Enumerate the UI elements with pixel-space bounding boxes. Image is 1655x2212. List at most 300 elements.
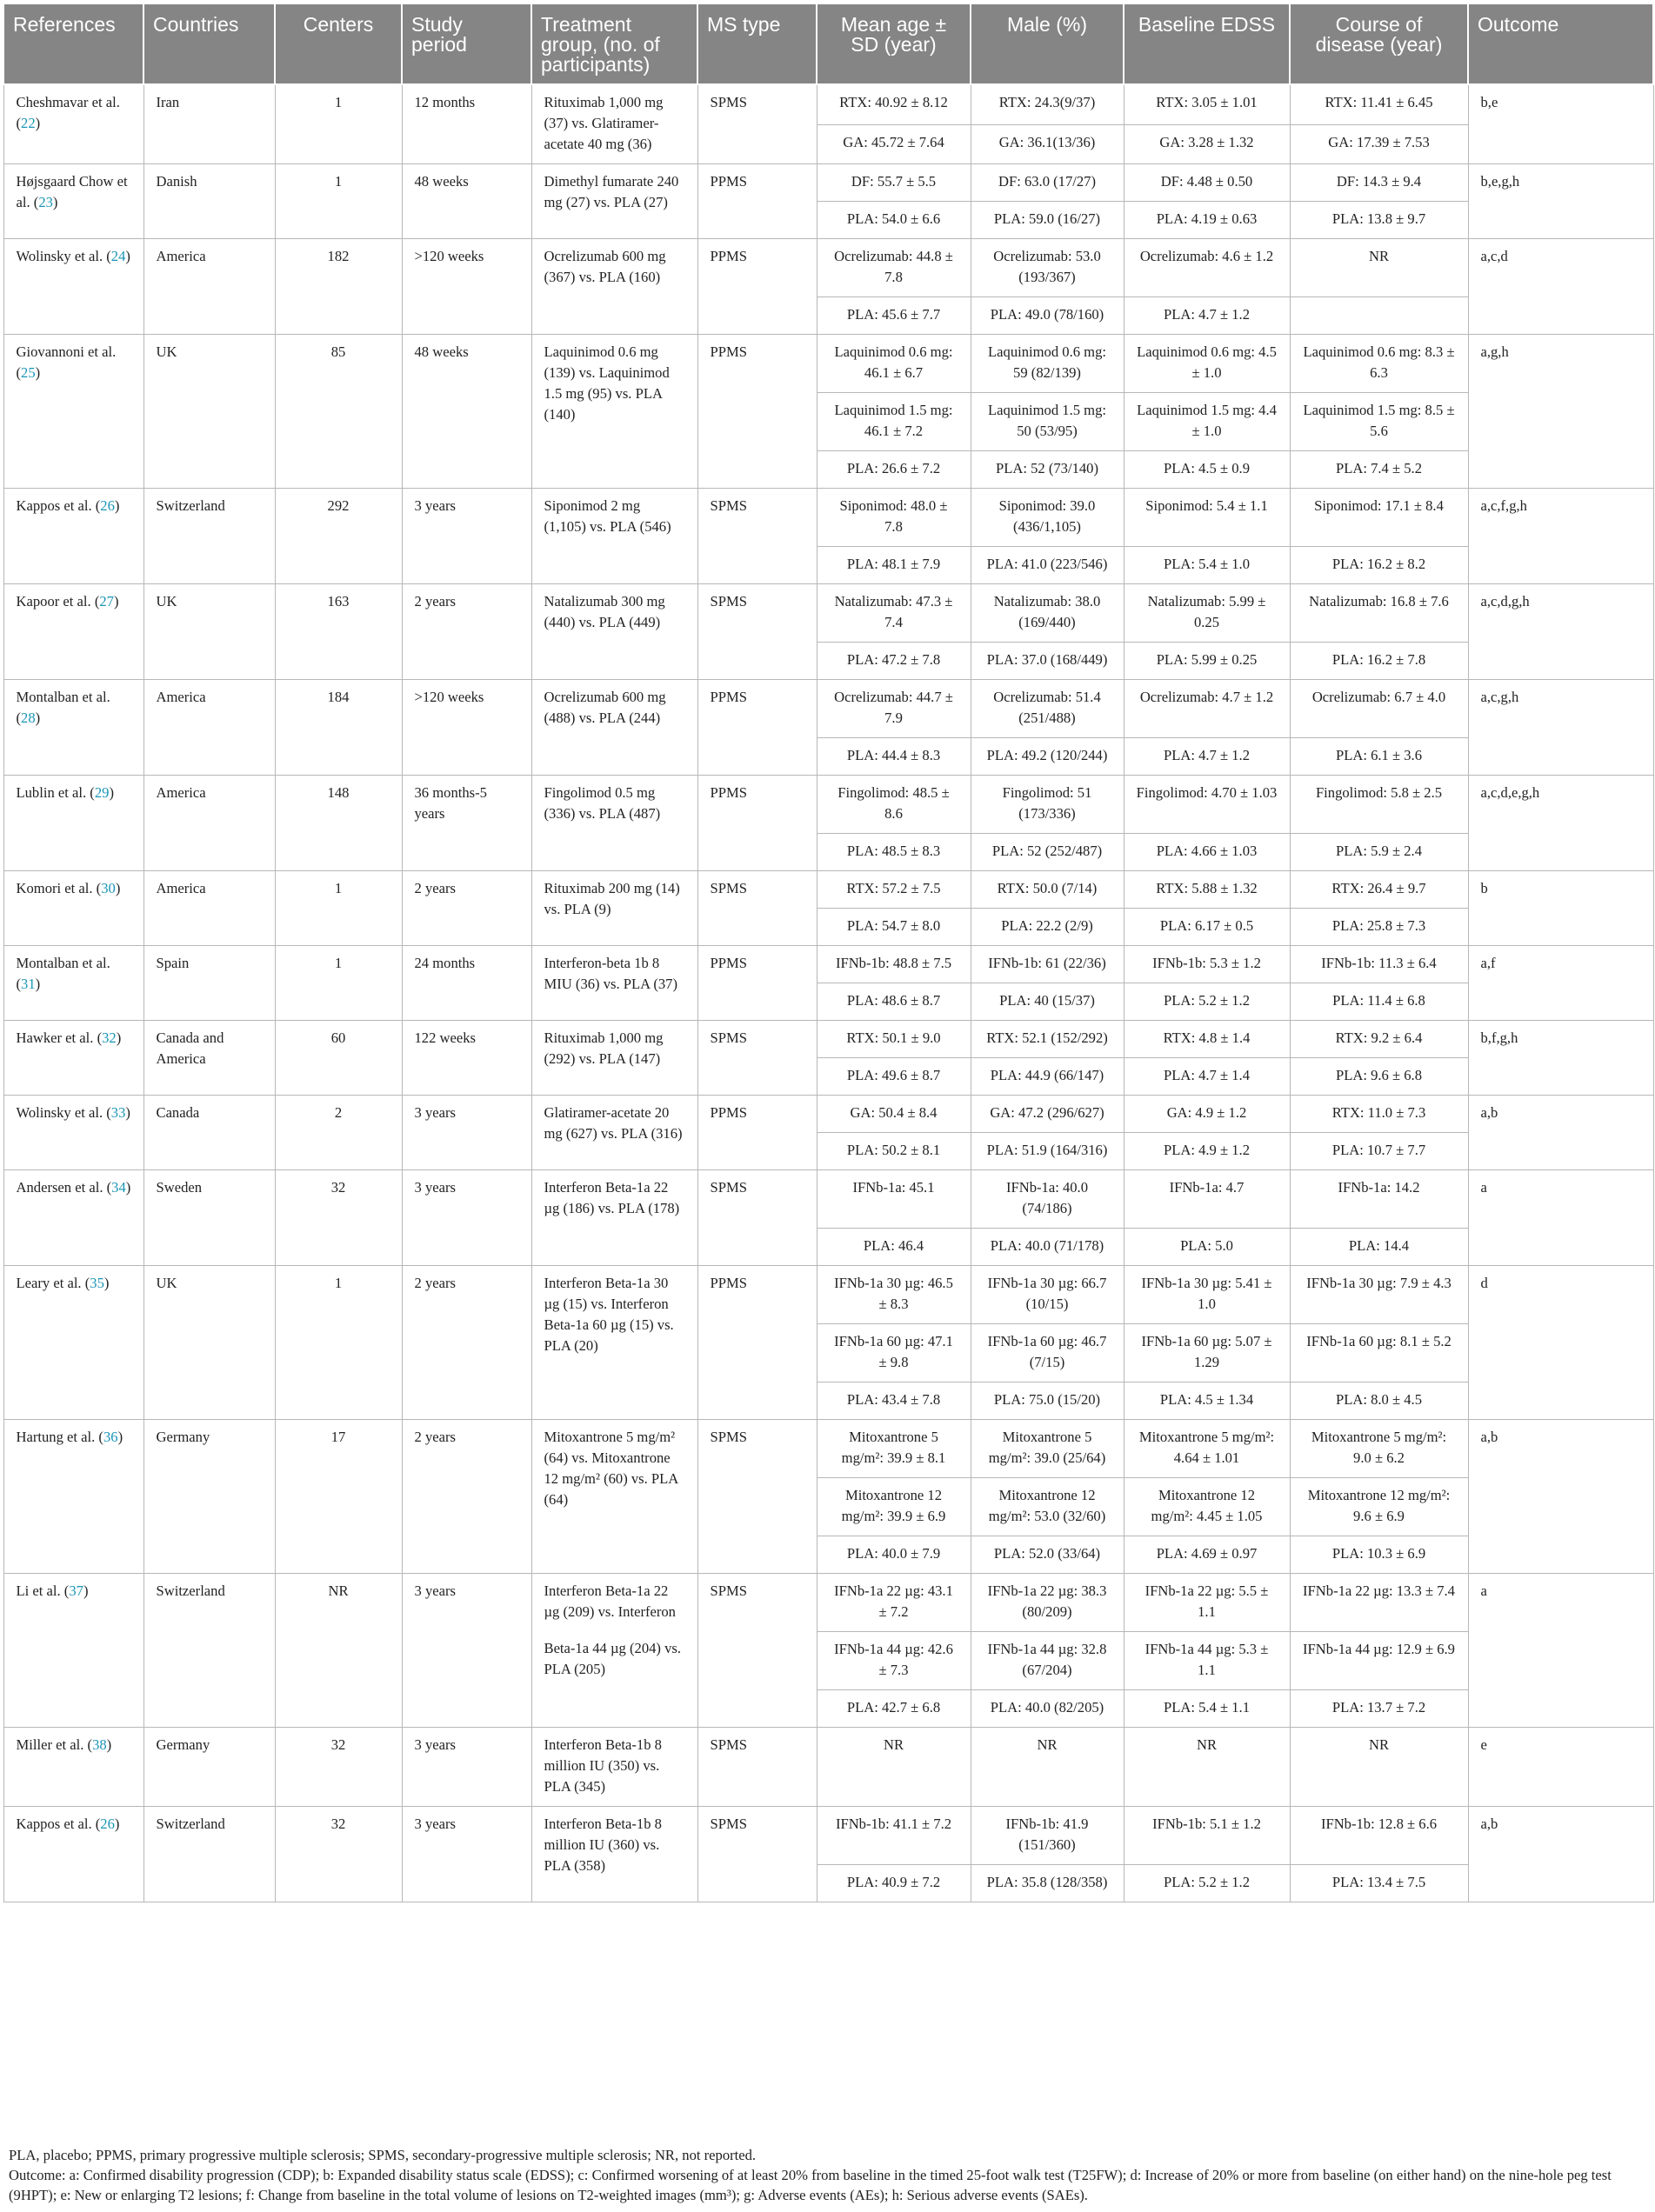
cell-mean-age: Mitoxantrone 5 mg/m²: 39.9 ± 8.1 [817,1420,971,1478]
cell-reference: Kappos et al. (26) [3,1807,143,1902]
cell-outcome: a,f [1468,946,1653,1021]
cell-baseline-edss: IFNb-1a: 4.7 [1124,1170,1290,1229]
cell-study-period: >120 weeks [402,680,531,776]
cell-male-pct: IFNb-1a 22 µg: 38.3 (80/209) [971,1574,1124,1632]
col-header-countries: Countries [143,3,275,84]
cell-centers: 1 [275,84,402,164]
cell-ms-type: PPMS [697,335,817,489]
cell-baseline-edss: PLA: 4.66 ± 1.03 [1124,834,1290,871]
cell-study-period: 48 weeks [402,335,531,489]
cell-mean-age: GA: 45.72 ± 7.64 [817,124,971,164]
table-row [3,1574,1653,1632]
cell-course-of-disease: NR [1290,239,1468,297]
cell-treatment-group [531,1096,697,1170]
cell-male-pct: NR [971,1728,1124,1807]
cell-study-period: 3 years [402,489,531,584]
reference-author: Leary et al. [16,1275,82,1291]
cell-mean-age: PLA: 26.6 ± 7.2 [817,451,971,489]
cell-course-of-disease: Natalizumab: 16.8 ± 7.6 [1290,584,1468,643]
cell-reference: Hawker et al. (32) [3,1021,143,1096]
reference-link[interactable]: 31 [21,976,36,992]
cell-outcome: a,b [1468,1096,1653,1170]
cell-country: Switzerland [143,489,275,584]
cell-centers: 32 [275,1170,402,1266]
cell-course-of-disease: PLA: 14.4 [1290,1229,1468,1266]
reference-author: Kappos et al. [16,497,92,514]
cell-baseline-edss: PLA: 6.17 ± 0.5 [1124,909,1290,946]
cell-mean-age: IFNb-1a 22 µg: 43.1 ± 7.2 [817,1574,971,1632]
cell-baseline-edss: PLA: 4.19 ± 0.63 [1124,202,1290,239]
cell-mean-age: RTX: 57.2 ± 7.5 [817,871,971,909]
cell-course-of-disease: PLA: 10.7 ± 7.7 [1290,1133,1468,1170]
cell-male-pct: PLA: 52 (73/140) [971,451,1124,489]
cell-treatment-group [531,776,697,871]
cell-male-pct: PLA: 40.0 (82/205) [971,1690,1124,1728]
cell-centers: 85 [275,335,402,489]
reference-author: Miller et al. [16,1736,84,1753]
cell-reference: Li et al. (37) [3,1574,143,1728]
cell-outcome: a,c,d [1468,239,1653,335]
cell-outcome: a,c,g,h [1468,680,1653,776]
cell-mean-age: Laquinimod 0.6 mg: 46.1 ± 6.7 [817,335,971,393]
col-header-mean-age: Mean age ± SD (year) [817,3,971,84]
cell-male-pct: Ocrelizumab: 53.0 (193/367) [971,239,1124,297]
cell-course-of-disease: Mitoxantrone 5 mg/m²: 9.0 ± 6.2 [1290,1420,1468,1478]
cell-mean-age: PLA: 54.7 ± 8.0 [817,909,971,946]
cell-country: Canada and America [143,1021,275,1096]
cell-treatment-group [531,946,697,1021]
cell-outcome: d [1468,1266,1653,1420]
reference-link[interactable]: 22 [21,115,36,131]
cell-baseline-edss: RTX: 5.88 ± 1.32 [1124,871,1290,909]
reference-author: Li et al. [16,1582,61,1599]
cell-baseline-edss: Mitoxantrone 5 mg/m²: 4.64 ± 1.01 [1124,1420,1290,1478]
cell-ms-type: SPMS [697,1420,817,1574]
treatment-text: Rituximab 1,000 mg (292) vs. PLA (147) [544,1029,664,1067]
cell-country: UK [143,584,275,680]
cell-male-pct: PLA: 35.8 (128/358) [971,1865,1124,1902]
reference-link[interactable]: 23 [38,194,53,210]
cell-ms-type: PPMS [697,1266,817,1420]
cell-course-of-disease: IFNb-1a 60 µg: 8.1 ± 5.2 [1290,1324,1468,1382]
cell-study-period: >120 weeks [402,239,531,335]
col-header-centers: Centers [275,3,402,84]
cell-course-of-disease: Mitoxantrone 12 mg/m²: 9.6 ± 6.9 [1290,1478,1468,1536]
cell-ms-type: SPMS [697,1728,817,1807]
reference-author: Lublin et al. [16,784,87,801]
cell-baseline-edss: PLA: 4.7 ± 1.2 [1124,297,1290,335]
cell-male-pct: PLA: 51.9 (164/316) [971,1133,1124,1170]
cell-male-pct: PLA: 40.0 (71/178) [971,1229,1124,1266]
cell-course-of-disease: DF: 14.3 ± 9.4 [1290,164,1468,202]
cell-male-pct: IFNb-1a: 40.0 (74/186) [971,1170,1124,1229]
cell-country: Canada [143,1096,275,1170]
cell-country: Switzerland [143,1574,275,1728]
cell-centers: 60 [275,1021,402,1096]
cell-male-pct: PLA: 52 (252/487) [971,834,1124,871]
cell-study-period: 12 months [402,84,531,164]
cell-baseline-edss: PLA: 4.9 ± 1.2 [1124,1133,1290,1170]
cell-male-pct: DF: 63.0 (17/27) [971,164,1124,202]
cell-mean-age: IFNb-1a 60 µg: 47.1 ± 9.8 [817,1324,971,1382]
cell-mean-age: PLA: 40.9 ± 7.2 [817,1865,971,1902]
col-header-treatment-group: Treatment group, (no. of participants) [531,3,697,84]
treatment-text: Mitoxantrone 5 mg/m² (64) vs. Mitoxantrone 12 mg/m² (60) vs. PLA (64) [544,1429,678,1508]
cell-male-pct: IFNb-1a 60 µg: 46.7 (7/15) [971,1324,1124,1382]
cell-course-of-disease: PLA: 13.7 ± 7.2 [1290,1690,1468,1728]
cell-centers: 17 [275,1420,402,1574]
cell-baseline-edss: Laquinimod 1.5 mg: 4.4 ± 1.0 [1124,393,1290,451]
cell-reference: Cheshmavar et al. (22) [3,84,143,164]
cell-reference: Montalban et al. (28) [3,680,143,776]
cell-ms-type: SPMS [697,84,817,164]
cell-country: America [143,871,275,946]
cell-country: Iran [143,84,275,164]
cell-reference: Højsgaard Chow et al. (23) [3,164,143,239]
cell-centers: 292 [275,489,402,584]
cell-baseline-edss: Siponimod: 5.4 ± 1.1 [1124,489,1290,547]
cell-centers: 32 [275,1807,402,1902]
cell-outcome: a,c,f,g,h [1468,489,1653,584]
cell-study-period: 2 years [402,871,531,946]
reference-author: Komori et al. [16,880,93,896]
cell-baseline-edss: PLA: 5.2 ± 1.2 [1124,1865,1290,1902]
reference-link[interactable]: 33 [110,1104,126,1121]
reference-link[interactable]: 35 [90,1275,104,1291]
cell-baseline-edss: GA: 3.28 ± 1.32 [1124,124,1290,164]
cell-course-of-disease [1290,297,1468,335]
cell-baseline-edss: IFNb-1a 22 µg: 5.5 ± 1.1 [1124,1574,1290,1632]
cell-baseline-edss: PLA: 5.4 ± 1.0 [1124,547,1290,584]
cell-course-of-disease: RTX: 11.0 ± 7.3 [1290,1096,1468,1133]
cell-centers: 1 [275,1266,402,1420]
cell-baseline-edss: IFNb-1b: 5.1 ± 1.2 [1124,1807,1290,1865]
table-footnotes [9,2145,1648,2205]
reference-link[interactable]: 38 [92,1736,107,1753]
cell-baseline-edss: RTX: 4.8 ± 1.4 [1124,1021,1290,1058]
cell-course-of-disease: IFNb-1a 22 µg: 13.3 ± 7.4 [1290,1574,1468,1632]
cell-centers: 163 [275,584,402,680]
footnote-abbreviations: PLA, placebo; PPMS, primary progressive multiple sclerosis; SPMS, secondary-progressive multiple sclerosis; NR, not reported. [9,2147,757,2163]
cell-centers: 184 [275,680,402,776]
cell-course-of-disease: NR [1290,1728,1468,1807]
cell-baseline-edss: Fingolimod: 4.70 ± 1.03 [1124,776,1290,834]
reference-author: Hawker et al. [16,1029,94,1046]
cell-centers: 1 [275,871,402,946]
cell-course-of-disease: RTX: 11.41 ± 6.45 [1290,84,1468,124]
cell-reference: Komori et al. (30) [3,871,143,946]
col-header-course-of-disease: Course of disease (year) [1290,3,1468,84]
reference-link[interactable]: 32 [102,1029,117,1046]
cell-male-pct: PLA: 75.0 (15/20) [971,1382,1124,1420]
table-row [3,1420,1653,1478]
cell-course-of-disease: PLA: 5.9 ± 2.4 [1290,834,1468,871]
reference-link[interactable]: 34 [111,1179,126,1196]
cell-course-of-disease: IFNb-1a 30 µg: 7.9 ± 4.3 [1290,1266,1468,1324]
cell-mean-age: PLA: 46.4 [817,1229,971,1266]
cell-centers: 1 [275,164,402,239]
cell-male-pct: IFNb-1a 30 µg: 66.7 (10/15) [971,1266,1124,1324]
cell-study-period: 24 months [402,946,531,1021]
cell-reference: Giovannoni et al. (25) [3,335,143,489]
cell-country: Sweden [143,1170,275,1266]
cell-male-pct: RTX: 50.0 (7/14) [971,871,1124,909]
cell-course-of-disease: RTX: 9.2 ± 6.4 [1290,1021,1468,1058]
cell-course-of-disease: PLA: 16.2 ± 7.8 [1290,643,1468,680]
cell-reference: Miller et al. (38) [3,1728,143,1807]
reference-author: Kappos et al. [16,1816,92,1832]
cell-centers: 148 [275,776,402,871]
table-row [3,84,1653,124]
cell-ms-type: SPMS [697,1574,817,1728]
table-row [3,1021,1653,1058]
cell-course-of-disease: GA: 17.39 ± 7.53 [1290,124,1468,164]
cell-male-pct: GA: 36.1(13/36) [971,124,1124,164]
cell-mean-age: PLA: 54.0 ± 6.6 [817,202,971,239]
cell-mean-age: Ocrelizumab: 44.8 ± 7.8 [817,239,971,297]
cell-centers: 182 [275,239,402,335]
cell-course-of-disease: PLA: 13.4 ± 7.5 [1290,1865,1468,1902]
table-body [3,84,1653,1902]
treatment-text: Natalizumab 300 mg (440) vs. PLA (449) [544,593,665,630]
reference-author: Cheshmavar et al. [16,94,120,110]
cell-treatment-group [531,164,697,239]
cell-ms-type: SPMS [697,584,817,680]
treatment-text: Ocrelizumab 600 mg (367) vs. PLA (160) [544,248,666,285]
cell-study-period: 36 months-5 years [402,776,531,871]
cell-baseline-edss: Natalizumab: 5.99 ± 0.25 [1124,584,1290,643]
table-row [3,584,1653,643]
cell-mean-age: RTX: 50.1 ± 9.0 [817,1021,971,1058]
cell-country: Danish [143,164,275,239]
reference-link[interactable]: 25 [21,364,36,381]
cell-course-of-disease: IFNb-1a 44 µg: 12.9 ± 6.9 [1290,1632,1468,1690]
cell-mean-age: PLA: 43.4 ± 7.8 [817,1382,971,1420]
cell-outcome: a,b [1468,1420,1653,1574]
cell-baseline-edss: PLA: 4.7 ± 1.4 [1124,1058,1290,1096]
reference-author: Højsgaard Chow et al. [16,173,128,210]
cell-study-period: 48 weeks [402,164,531,239]
cell-course-of-disease: RTX: 26.4 ± 9.7 [1290,871,1468,909]
cell-baseline-edss: DF: 4.48 ± 0.50 [1124,164,1290,202]
cell-ms-type: SPMS [697,1170,817,1266]
treatment-text: Glatiramer-acetate 20 mg (627) vs. PLA (316) [544,1104,683,1142]
cell-treatment-group [531,84,697,164]
reference-link[interactable]: 30 [101,880,116,896]
cell-study-period: 3 years [402,1170,531,1266]
cell-country: Switzerland [143,1807,275,1902]
cell-mean-age: PLA: 45.6 ± 7.7 [817,297,971,335]
cell-treatment-group [531,584,697,680]
cell-baseline-edss: IFNb-1b: 5.3 ± 1.2 [1124,946,1290,983]
col-header-male-pct: Male (%) [971,3,1124,84]
cell-course-of-disease: PLA: 9.6 ± 6.8 [1290,1058,1468,1096]
reference-link[interactable]: 29 [94,784,110,801]
cell-study-period: 3 years [402,1807,531,1902]
cell-study-period: 2 years [402,584,531,680]
cell-baseline-edss: PLA: 5.2 ± 1.2 [1124,983,1290,1021]
cell-male-pct: PLA: 44.9 (66/147) [971,1058,1124,1096]
cell-reference: Lublin et al. (29) [3,776,143,871]
cell-outcome: b,e [1468,84,1653,164]
cell-country: Germany [143,1728,275,1807]
cell-baseline-edss: Mitoxantrone 12 mg/m²: 4.45 ± 1.05 [1124,1478,1290,1536]
cell-male-pct: Laquinimod 1.5 mg: 50 (53/95) [971,393,1124,451]
cell-baseline-edss: Ocrelizumab: 4.7 ± 1.2 [1124,680,1290,738]
table-row [3,1728,1653,1807]
cell-reference: Kapoor et al. (27) [3,584,143,680]
cell-ms-type: PPMS [697,776,817,871]
cell-ms-type: PPMS [697,680,817,776]
treatment-text: Interferon-beta 1b 8 MIU (36) vs. PLA (37) [544,955,677,992]
cell-outcome: a,c,d,e,g,h [1468,776,1653,871]
cell-male-pct: Laquinimod 0.6 mg: 59 (82/139) [971,335,1124,393]
cell-baseline-edss: PLA: 4.5 ± 0.9 [1124,451,1290,489]
cell-course-of-disease: Ocrelizumab: 6.7 ± 4.0 [1290,680,1468,738]
cell-study-period: 3 years [402,1574,531,1728]
cell-mean-age: PLA: 48.1 ± 7.9 [817,547,971,584]
cell-male-pct: PLA: 22.2 (2/9) [971,909,1124,946]
cell-outcome: a,c,d,g,h [1468,584,1653,680]
reference-link[interactable]: 26 [100,497,115,514]
cell-course-of-disease: Siponimod: 17.1 ± 8.4 [1290,489,1468,547]
reference-author: Hartung et al. [16,1429,96,1445]
cell-male-pct: Fingolimod: 51 (173/336) [971,776,1124,834]
cell-ms-type: PPMS [697,164,817,239]
cell-reference: Montalban et al. (31) [3,946,143,1021]
reference-author: Kapoor et al. [16,593,91,610]
cell-mean-age: PLA: 40.0 ± 7.9 [817,1536,971,1574]
reference-link[interactable]: 27 [99,593,114,610]
cell-treatment-group [531,1420,697,1574]
reference-author: Giovannoni et al. [16,343,117,360]
cell-male-pct: GA: 47.2 (296/627) [971,1096,1124,1133]
reference-link[interactable]: 26 [100,1816,115,1832]
cell-treatment-group [531,1266,697,1420]
cell-ms-type: PPMS [697,1096,817,1170]
cell-study-period: 2 years [402,1420,531,1574]
cell-course-of-disease: PLA: 8.0 ± 4.5 [1290,1382,1468,1420]
col-header-references: References [3,3,143,84]
cell-male-pct: PLA: 40 (15/37) [971,983,1124,1021]
treatment-text: Interferon Beta-1b 8 million IU (360) vs. PLA (358) [544,1816,662,1874]
cell-mean-age: Siponimod: 48.0 ± 7.8 [817,489,971,547]
cell-ms-type: SPMS [697,871,817,946]
cell-male-pct: IFNb-1a 44 µg: 32.8 (67/204) [971,1632,1124,1690]
reference-link[interactable]: 24 [110,248,126,264]
cell-mean-age: IFNb-1a: 45.1 [817,1170,971,1229]
table-row [3,1266,1653,1324]
cell-mean-age: Natalizumab: 47.3 ± 7.4 [817,584,971,643]
reference-link[interactable]: 37 [69,1582,83,1599]
cell-male-pct: Mitoxantrone 5 mg/m²: 39.0 (25/64) [971,1420,1124,1478]
treatment-text: Fingolimod 0.5 mg (336) vs. PLA (487) [544,784,661,822]
cell-treatment-group [531,1574,697,1728]
treatment-text: Interferon Beta-1a 22 µg (186) vs. PLA (178) [544,1179,680,1216]
cell-male-pct: PLA: 37.0 (168/449) [971,643,1124,680]
cell-country: UK [143,1266,275,1420]
reference-author: Montalban et al. [16,689,110,705]
cell-treatment-group [531,1807,697,1902]
col-header-outcome: Outcome [1468,3,1653,84]
cell-course-of-disease: Laquinimod 0.6 mg: 8.3 ± 6.3 [1290,335,1468,393]
cell-country: Germany [143,1420,275,1574]
cell-mean-age: IFNb-1a 44 µg: 42.6 ± 7.3 [817,1632,971,1690]
treatment-text: Interferon Beta-1a 22 µg (209) vs. Interferon [544,1582,676,1620]
cell-baseline-edss: IFNb-1a 60 µg: 5.07 ± 1.29 [1124,1324,1290,1382]
cell-male-pct: PLA: 41.0 (223/546) [971,547,1124,584]
cell-baseline-edss: NR [1124,1728,1290,1807]
reference-link[interactable]: 28 [21,710,36,726]
cell-outcome: b [1468,871,1653,946]
cell-outcome: a [1468,1170,1653,1266]
cell-treatment-group [531,239,697,335]
table-row [3,239,1653,297]
cell-reference: Wolinsky et al. (24) [3,239,143,335]
table-row [3,164,1653,202]
cell-outcome: b,f,g,h [1468,1021,1653,1096]
cell-treatment-group [531,489,697,584]
cell-centers: 2 [275,1096,402,1170]
cell-course-of-disease: PLA: 25.8 ± 7.3 [1290,909,1468,946]
cell-reference: Andersen et al. (34) [3,1170,143,1266]
cell-male-pct: Natalizumab: 38.0 (169/440) [971,584,1124,643]
reference-author: Andersen et al. [16,1179,103,1196]
cell-study-period: 2 years [402,1266,531,1420]
cell-mean-age: PLA: 48.6 ± 8.7 [817,983,971,1021]
footnote-outcomes: Outcome: a: Confirmed disability progression (CDP); b: Expanded disability status scale (EDSS); c: Confirmed worsening of at least 20% from baseline in the timed 25-foot walk test (T25FW); d: Increase of 20% or more from baseline (on either hand) on the nine-hole peg test (9HPT); e: New or enlarging T2 lesions; f: Change from baseline in the total volume of lesions on T2-weighted images (mm³); g: Adverse events (AEs); h: Serious adverse events (SAEs). [9,2167,1612,2203]
table-row [3,335,1653,393]
cell-mean-age: Laquinimod 1.5 mg: 46.1 ± 7.2 [817,393,971,451]
cell-baseline-edss: PLA: 4.5 ± 1.34 [1124,1382,1290,1420]
cell-mean-age: IFNb-1b: 48.8 ± 7.5 [817,946,971,983]
cell-ms-type: SPMS [697,489,817,584]
cell-treatment-group [531,335,697,489]
cell-mean-age: Fingolimod: 48.5 ± 8.6 [817,776,971,834]
cell-outcome: a [1468,1574,1653,1728]
cell-country: Spain [143,946,275,1021]
reference-link[interactable]: 36 [103,1429,118,1445]
treatment-text: Interferon Beta-1b 8 million IU (350) vs. PLA (345) [544,1736,662,1795]
cell-mean-age: PLA: 50.2 ± 8.1 [817,1133,971,1170]
treatment-text-cont: Beta-1a 44 µg (204) vs. PLA (205) [544,1640,681,1677]
treatment-text: Laquinimod 0.6 mg (139) vs. Laquinimod 1.5 mg (95) vs. PLA (140) [544,343,670,423]
cell-mean-age: PLA: 49.6 ± 8.7 [817,1058,971,1096]
cell-course-of-disease: Fingolimod: 5.8 ± 2.5 [1290,776,1468,834]
cell-treatment-group [531,680,697,776]
cell-ms-type: SPMS [697,1021,817,1096]
cell-male-pct: Mitoxantrone 12 mg/m²: 53.0 (32/60) [971,1478,1124,1536]
cell-course-of-disease: PLA: 10.3 ± 6.9 [1290,1536,1468,1574]
table-row [3,1096,1653,1133]
cell-baseline-edss: GA: 4.9 ± 1.2 [1124,1096,1290,1133]
cell-country: America [143,680,275,776]
cell-mean-age: PLA: 42.7 ± 6.8 [817,1690,971,1728]
table-row [3,776,1653,834]
table-row [3,871,1653,909]
cell-male-pct: RTX: 24.3(9/37) [971,84,1124,124]
header-row [3,3,1653,84]
study-characteristics-table [3,3,1654,1902]
treatment-text: Interferon Beta-1a 30 µg (15) vs. Interferon Beta-1a 60 µg (15) vs. PLA (20) [544,1275,674,1354]
cell-male-pct: Siponimod: 39.0 (436/1,105) [971,489,1124,547]
table-row [3,1807,1653,1865]
cell-baseline-edss: RTX: 3.05 ± 1.01 [1124,84,1290,124]
cell-baseline-edss: PLA: 4.7 ± 1.2 [1124,738,1290,776]
cell-mean-age: NR [817,1728,971,1807]
table-row [3,489,1653,547]
cell-course-of-disease: Laquinimod 1.5 mg: 8.5 ± 5.6 [1290,393,1468,451]
